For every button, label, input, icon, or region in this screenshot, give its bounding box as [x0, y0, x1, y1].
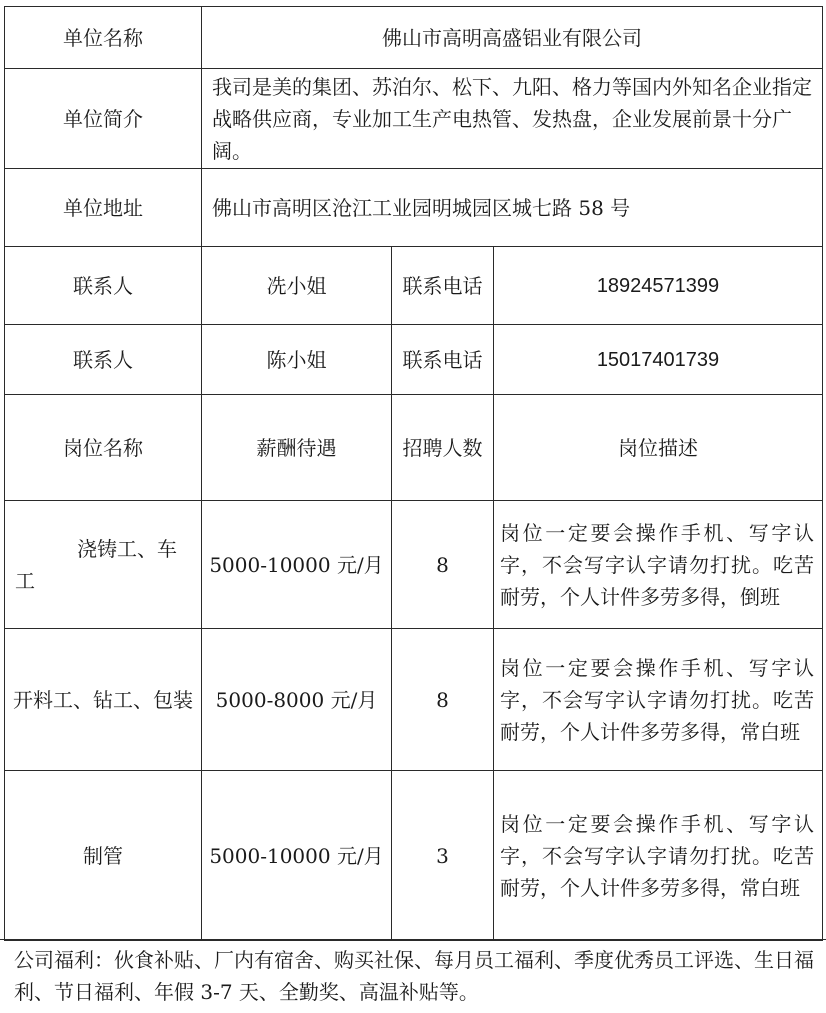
contact-row	[5, 247, 823, 325]
jobs-header-description: 岗位描述	[494, 395, 823, 501]
company-address-label: 单位地址	[5, 169, 202, 247]
company-name-row	[5, 7, 823, 69]
job-salary: 5000-10000 元/月	[202, 771, 392, 941]
company-name: 佛山市高明高盛铝业有限公司	[202, 7, 823, 69]
company-address: 佛山市高明区沧江工业园明城园区城七路 58 号	[202, 169, 823, 247]
job-count: 8	[392, 629, 494, 771]
jobs-header-salary: 薪酬待遇	[202, 395, 392, 501]
job-description: 岗位一定要会操作手机、写字认字，不会写字认字请勿打扰。吃苦耐劳，个人计件多劳多得，倒班	[494, 501, 823, 629]
contact-phone-label: 联系电话	[392, 247, 494, 325]
job-salary: 5000-10000 元/月	[202, 501, 392, 629]
contact-phone: 18924571399	[494, 247, 823, 325]
job-row	[5, 771, 823, 941]
contact-label: 联系人	[5, 325, 202, 395]
contact-label: 联系人	[5, 247, 202, 325]
jobs-header-title: 岗位名称	[5, 395, 202, 501]
job-description: 岗位一定要会操作手机、写字认字，不会写字认字请勿打扰。吃苦耐劳，个人计件多劳多得，常白班	[494, 629, 823, 771]
contact-name: 陈小姐	[202, 325, 392, 395]
contact-phone: 15017401739	[494, 325, 823, 395]
company-benefits: 公司福利：伙食补贴、厂内有宿舍、购买社保、每月员工福利、季度优秀员工评选、生日福利、节日福利、年假 3-7 天、全勤奖、高温补贴等。	[0, 939, 826, 1013]
contact-phone-label: 联系电话	[392, 325, 494, 395]
job-count: 8	[392, 501, 494, 629]
company-intro-label: 单位简介	[5, 69, 202, 169]
job-title: 浇铸工、车工	[5, 501, 202, 629]
job-title: 开料工、钻工、包装	[5, 629, 202, 771]
jobs-header-row	[5, 395, 823, 501]
company-intro: 我司是美的集团、苏泊尔、松下、九阳、格力等国内外知名企业指定战略供应商，专业加工生产电热管、发热盘，企业发展前景十分广阔。	[202, 69, 823, 169]
company-address-row	[5, 169, 823, 247]
company-name-label: 单位名称	[5, 7, 202, 69]
jobs-header-count: 招聘人数	[392, 395, 494, 501]
job-title: 制管	[5, 771, 202, 941]
job-salary: 5000-8000 元/月	[202, 629, 392, 771]
contact-name: 冼小姐	[202, 247, 392, 325]
job-row	[5, 629, 823, 771]
job-row	[5, 501, 823, 629]
contact-row	[5, 325, 823, 395]
job-count: 3	[392, 771, 494, 941]
recruitment-table	[4, 6, 823, 941]
company-intro-row	[5, 69, 823, 169]
job-description: 岗位一定要会操作手机、写字认字，不会写字认字请勿打扰。吃苦耐劳，个人计件多劳多得，常白班	[494, 771, 823, 941]
